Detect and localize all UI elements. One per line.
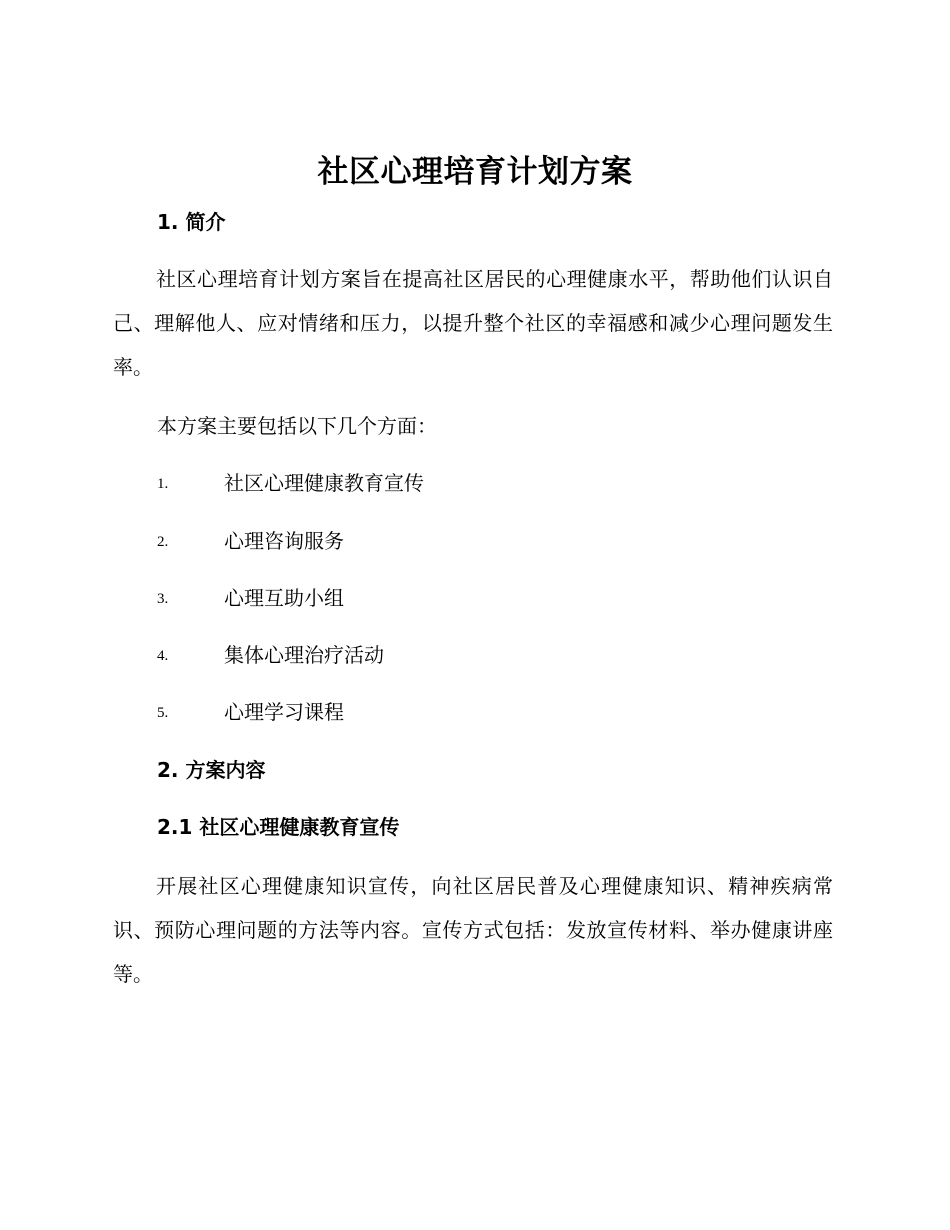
list-intro-text: 本方案主要包括以下几个方面： (157, 414, 437, 438)
list-item-text: 心理学习课程 (224, 700, 344, 724)
list-item (157, 698, 757, 726)
list-item-number: 5. (157, 705, 169, 721)
list-item-text: 心理咨询服务 (224, 529, 344, 553)
list-item (157, 469, 757, 497)
list-item (157, 641, 757, 669)
list-item-text: 集体心理治疗活动 (224, 643, 384, 667)
intro-paragraph: 社区心理培育计划方案旨在提高社区居民的心理健康水平，帮助他们认识自己、理解他人、应对情绪和压力，以提升整个社区的幸福感和减少心理问题发生率。 (113, 267, 833, 379)
list-item-text: 心理互助小组 (224, 586, 344, 610)
document-title: 社区心理培育计划方案 (317, 154, 633, 190)
subsection-paragraph: 开展社区心理健康知识宣传，向社区居民普及心理健康知识、精神疾病常识、预防心理问题的方法等内容。宣传方式包括：发放宣传材料、举办健康讲座等。 (113, 874, 833, 986)
list-item (157, 584, 757, 612)
list-item-number: 4. (157, 648, 169, 664)
section-heading-intro: 1. 简介 (157, 210, 226, 234)
list-item-number: 3. (157, 591, 169, 607)
list-item-number: 2. (157, 534, 169, 550)
list-item-text: 社区心理健康教育宣传 (224, 471, 424, 495)
section-heading-content: 2. 方案内容 (157, 758, 266, 782)
list-item (157, 527, 757, 555)
list-item-number: 1. (157, 476, 169, 492)
subsection-heading: 2.1 社区心理健康教育宣传 (157, 815, 400, 839)
